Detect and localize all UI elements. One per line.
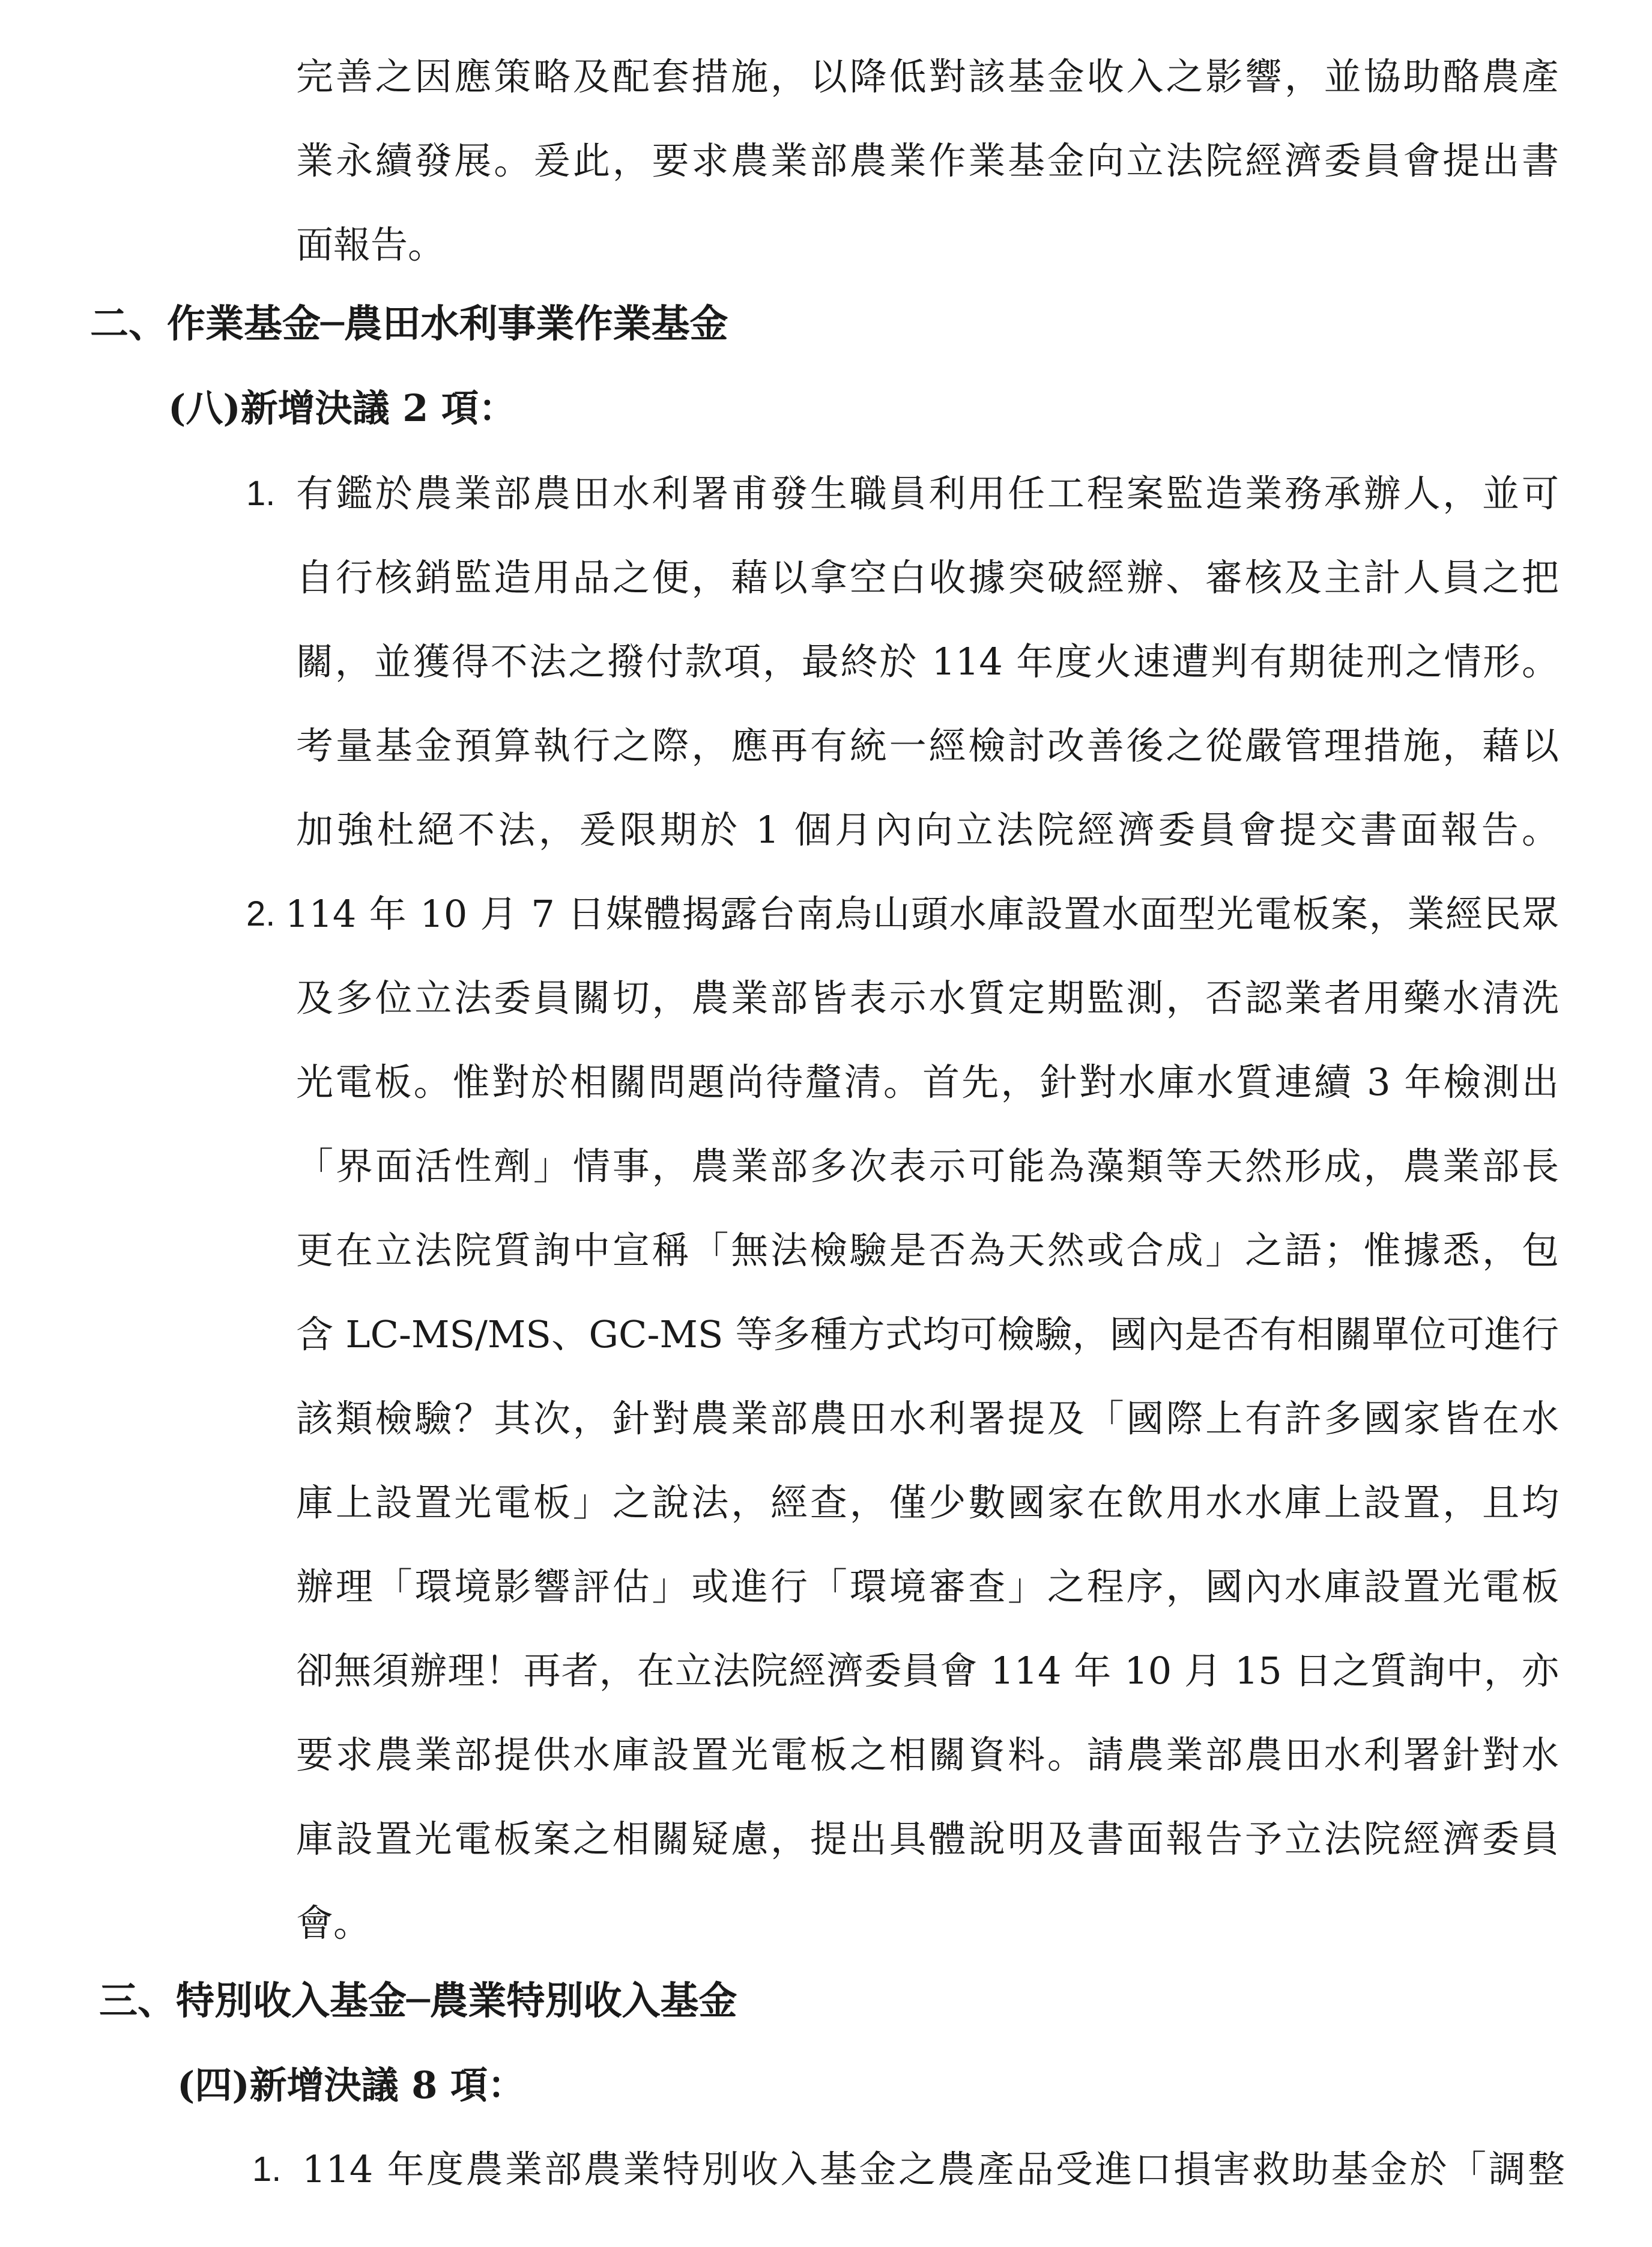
item-line: 該類檢驗？其次，針對農業部農田水利署提及「國際上有許多國家皆在水 xyxy=(296,1396,1559,1440)
item-line: 有鑑於農業部農田水利署甫發生職員利用任工程案監造業務承辦人，並可 xyxy=(296,472,1559,515)
item-line: 考量基金預算執行之際，應再有統一經檢討改善後之從嚴管理措施，藉以 xyxy=(296,724,1559,768)
item-line: 會。 xyxy=(296,1901,371,1945)
item-line: 「界面活性劑」情事，農業部多次表示可能為藻類等天然形成，農業部長 xyxy=(296,1144,1559,1188)
item-line: 114 年 10 月 7 日媒體揭露台南烏山頭水庫設置水面型光電板案，業經民眾 xyxy=(285,892,1559,936)
item-line: 庫上設置光電板」之說法，經查，僅少數國家在飲用水水庫上設置，且均 xyxy=(296,1481,1559,1524)
item-marker: 1. xyxy=(252,2150,282,2189)
section-3-heading: 三、特別收入基金─農業特別收入基金 xyxy=(99,1979,737,2024)
item-line: 庫設置光電板案之相關疑慮，提出具體說明及書面報告予立法院經濟委員 xyxy=(296,1817,1559,1861)
item-line: 辦理「環境影響評估」或進行「環境審查」之程序，國內水庫設置光電板 xyxy=(296,1565,1559,1609)
item-line: 更在立法院質詢中宣稱「無法檢驗是否為天然或合成」之語；惟據悉，包 xyxy=(296,1228,1559,1272)
item-line: 自行核銷監造用品之便，藉以拿空白收據突破經辦、審核及主計人員之把 xyxy=(296,556,1559,599)
item-line: 光電板。惟對於相關問題尚待釐清。首先，針對水庫水質連續 3 年檢測出 xyxy=(296,1060,1559,1104)
section-3-subheading: (四)新增決議 8 項： xyxy=(177,2063,525,2107)
section-2-subheading: (八)新增決議 2 項： xyxy=(168,386,516,430)
item-line: 加強杜絕不法，爰限期於 1 個月內向立法院經濟委員會提交書面報告。 xyxy=(296,808,1559,852)
item-line: 及多位立法委員關切，農業部皆表示水質定期監測，否認業者用藥水清洗 xyxy=(296,976,1559,1020)
item-marker: 2. xyxy=(246,894,276,933)
carryover-line-3: 面報告。 xyxy=(296,223,446,267)
item-line: 114 年度農業部農業特別收入基金之農產品受進口損害救助基金於「調整 xyxy=(302,2147,1565,2191)
item-line: 卻無須辦理！再者，在立法院經濟委員會 114 年 10 月 15 日之質詢中，亦 xyxy=(296,1649,1559,1693)
carryover-line-2: 業永續發展。爰此，要求農業部農業作業基金向立法院經濟委員會提出書 xyxy=(296,139,1559,183)
item-line: 關，並獲得不法之撥付款項，最終於 114 年度火速遭判有期徒刑之情形。 xyxy=(296,640,1559,684)
item-marker: 1. xyxy=(246,474,276,513)
section-2-heading: 二、作業基金─農田水利事業作業基金 xyxy=(90,302,728,347)
carryover-line-1: 完善之因應策略及配套措施，以降低對該基金收入之影響，並協助酪農產 xyxy=(296,55,1559,99)
item-line: 含 LC-MS/MS、GC-MS 等多種方式均可檢驗，國內是否有相關單位可進行 xyxy=(296,1312,1559,1356)
item-line: 要求農業部提供水庫設置光電板之相關資料。請農業部農田水利署針對水 xyxy=(296,1733,1559,1777)
